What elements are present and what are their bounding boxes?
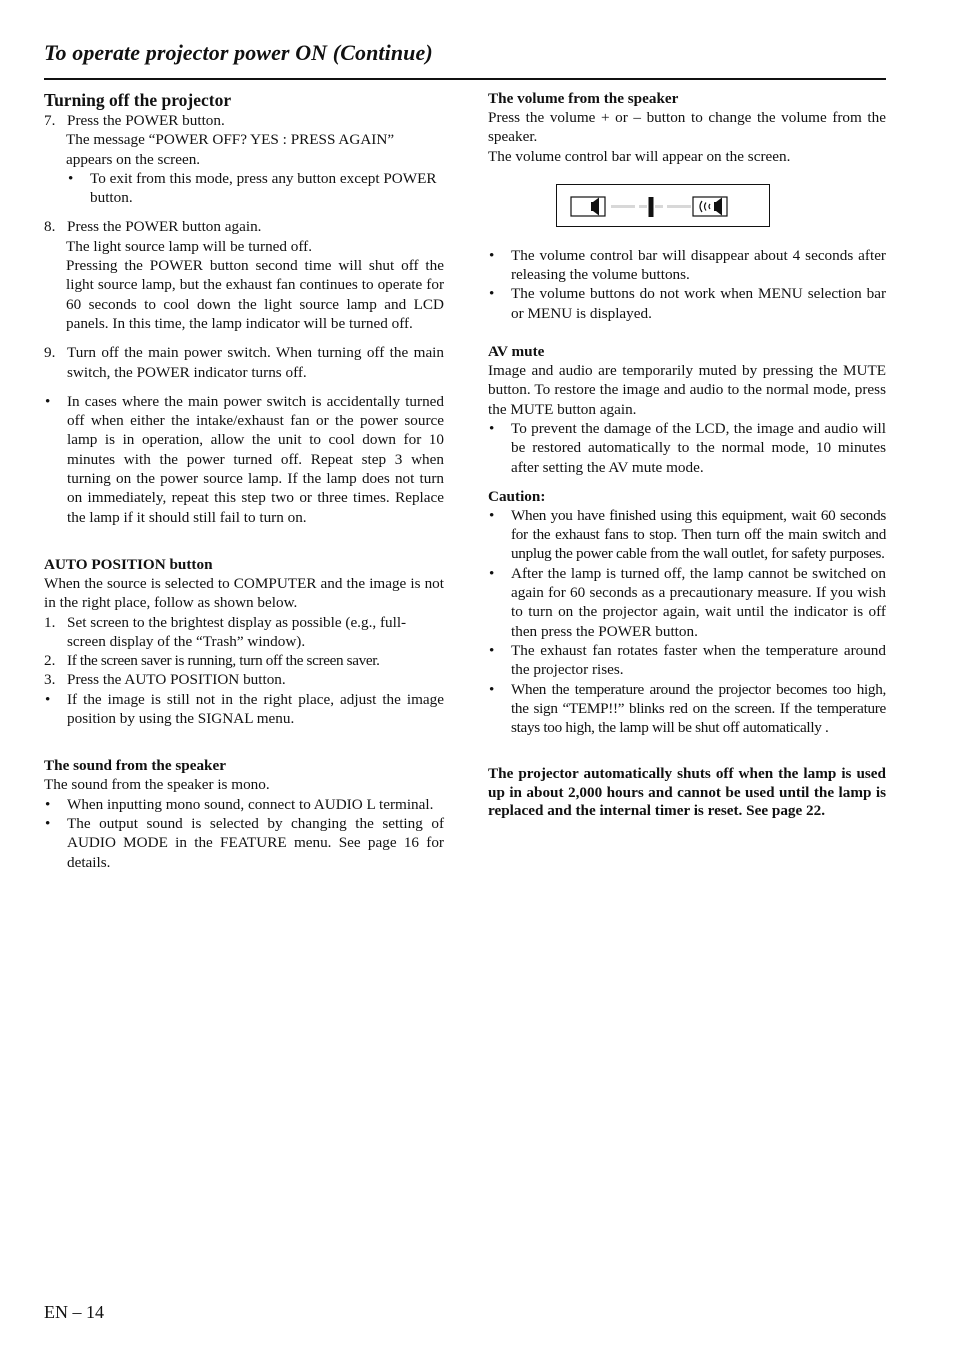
auto-step-2 <box>44 651 444 670</box>
bullet-text: If the image is still not in the right place, adjust the image position by using the SIGNAL menu. <box>67 690 444 728</box>
step-text: Turn off the main power switch. When turning off the main switch, the POWER indicator turns off. <box>67 344 444 381</box>
volume-bullet-2 <box>488 284 886 323</box>
step-7-bullet <box>44 169 444 208</box>
auto-position-heading: AUTO POSITION button <box>44 555 213 573</box>
lamp-warning: The projector automatically shuts off when the lamp is used up in about 2,000 hours and cannot be used until the lamp is replaced and the internal timer is reset. See page 22. <box>488 765 886 820</box>
step-9 <box>44 343 444 382</box>
bullet-text: The volume control bar will disappear about 4 seconds after releasing the volume buttons. <box>511 246 886 284</box>
step-number: 9. <box>44 344 56 362</box>
speaker-high-icon <box>693 197 727 216</box>
bullet-text: When the temperature around the projector becomes too high, the sign “TEMP!!” blinks red on the screen. If the temperature stays too high, the lamp will be shut off automatically . <box>511 680 886 737</box>
step-7 <box>44 111 444 130</box>
speaker-low-icon <box>571 197 605 216</box>
bullet-mark: • <box>489 680 495 698</box>
sound-bullet-2 <box>44 814 444 872</box>
step-text: Press the POWER button. <box>67 112 225 129</box>
title-rule <box>44 78 886 80</box>
bullet-text: To prevent the damage of the LCD, the image and audio will be restored automatically to the normal mode, 10 minutes after setting the AV mute mode. <box>511 419 886 476</box>
av-mute-intro: Image and audio are temporarily muted by pressing the MUTE button. To restore the image and audio to the normal mode, press the MUTE button again. <box>488 362 886 418</box>
bullet-text: The output sound is selected by changing the setting of AUDIO MODE in the FEATURE menu. See page 16 for details. <box>67 814 444 871</box>
sound-heading: The sound from the speaker <box>44 757 226 775</box>
volume-control-bar <box>556 184 770 227</box>
bullet-text: To exit from this mode, press any button except POWER button. <box>90 169 437 207</box>
bullet-mark: • <box>68 169 74 187</box>
bullet-text: The exhaust fan rotates faster when the temperature around the projector rises. <box>511 641 886 679</box>
bullet-mark: • <box>489 506 495 524</box>
bullet-text: The volume buttons do not work when MENU selection bar or MENU is displayed. <box>511 285 886 322</box>
step-number: 1. <box>44 613 56 631</box>
bullet-mark: • <box>489 419 495 437</box>
sound-intro: The sound from the speaker is mono. <box>44 776 270 794</box>
bullet-mark: • <box>489 285 495 303</box>
bullet-text: When inputting mono sound, connect to AUDIO L terminal. <box>67 795 434 813</box>
bullet-text: When you have finished using this equipment, wait 60 seconds for the exhaust fans to stop. Then turn off the main switch and unplug the power cable from the wall outlet, for safety purposes. <box>511 506 886 563</box>
auto-step-3 <box>44 670 444 689</box>
caution-bullet-4 <box>488 680 886 738</box>
volume-text-1: Press the volume + or – button to change the volume from the speaker. <box>488 109 886 146</box>
step-text: Press the POWER button again. <box>67 218 262 236</box>
step-number: 3. <box>44 671 56 689</box>
caution-bullet-2 <box>488 564 886 641</box>
sound-bullet-1 <box>44 795 444 814</box>
bullet-mark: • <box>45 795 51 813</box>
step-7-message: The message “POWER OFF? YES : PRESS AGAIN” appears on the screen. <box>66 131 395 168</box>
step-8-detail: Pressing the POWER button second time will shut off the light source lamp, but the exhaust fan continues to operate for 60 seconds to cool down the light source lamp and LCD panels. In this time, the lamp indicator will be turned off. <box>66 257 444 332</box>
volume-bullet-1 <box>488 246 886 285</box>
bullet-mark: • <box>489 564 495 582</box>
step-text: If the screen saver is running, turn off the screen saver. <box>67 652 380 670</box>
bullet-text: In cases where the main power switch is accidentally turned off when either the intake/exhaust fan or the power source lamp is in operation, allow the unit to cool down for 10 minutes with the power turned off. Repeat step 3 when turning on the power source lamp. If the lamp does not turn on immediately, repeat this step two or three times. Replace the lamp if it should still fail to turn on. <box>67 392 444 526</box>
step-text: Set screen to the brightest display as possible (e.g., full-screen display of the “Trash” window). <box>67 613 407 650</box>
volume-heading: The volume from the speaker <box>488 90 679 107</box>
turning-off-heading: Turning off the projector <box>44 90 232 110</box>
left-column <box>44 90 444 872</box>
step-8 <box>44 217 444 236</box>
bullet-mark: • <box>45 814 51 832</box>
caution-bullet-1 <box>488 506 886 564</box>
av-mute-bullet <box>488 419 886 477</box>
step-number: 8. <box>44 218 56 236</box>
bullet-text: After the lamp is turned off, the lamp cannot be switched on again for 60 seconds as a precautionary measure. If you wish to turn on the projector again, wait until the indicator is off then press the POWER button. <box>511 564 886 640</box>
caution-heading: Caution: <box>488 487 546 505</box>
bullet-mark: • <box>489 641 495 659</box>
right-column <box>488 89 886 820</box>
auto-step-1 <box>44 613 444 652</box>
av-mute-heading: AV mute <box>488 343 545 361</box>
caution-bullet-3 <box>488 641 886 680</box>
volume-level-marker <box>649 197 654 217</box>
auto-position-intro: When the source is selected to COMPUTER and the image is not in the right place, follow as shown below. <box>44 574 444 612</box>
step-text: Press the AUTO POSITION button. <box>67 671 286 689</box>
bullet-mark: • <box>45 690 51 708</box>
auto-position-bullet <box>44 690 444 729</box>
step-number: 2. <box>44 652 56 670</box>
volume-text-2: The volume control bar will appear on the screen. <box>488 147 791 165</box>
step-number: 7. <box>44 112 56 129</box>
page-number: EN – 14 <box>44 1302 104 1322</box>
bullet-mark: • <box>489 246 495 264</box>
page-title: To operate projector power ON (Continue) <box>44 40 433 65</box>
step-8-line: The light source lamp will be turned off. <box>66 237 313 255</box>
bullet-mark: • <box>45 392 51 410</box>
power-switch-note <box>44 392 444 527</box>
